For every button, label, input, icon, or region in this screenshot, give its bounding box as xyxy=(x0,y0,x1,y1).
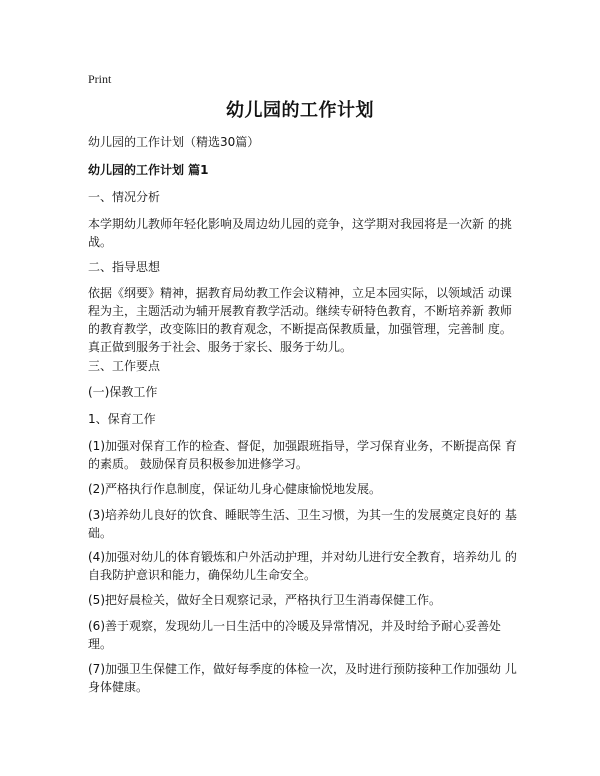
list-item: (1)加强对保育工作的检查、督促，加强跟班指导，学习保育业务，不断提高保 育的素质。 鼓励保育员积极参加进修学习。 xyxy=(88,439,517,471)
list-item: (2)严格执行作息制度，保证幼儿身心健康愉悦地发展。 xyxy=(88,482,382,496)
list-item: (4)加强对幼儿的体育锻炼和户外活动护理，并对幼儿进行安全教育，培养幼儿 的自我防护意识和能力，确保幼儿生命安全。 xyxy=(88,550,517,582)
paragraph-situation-analysis: 本学期幼儿教师年轻化影响及周边幼儿园的竞争，这学期对我园将是一次新 的挑战。 xyxy=(88,217,512,249)
paragraph-guiding-ideology: 依据《纲要》精神，据教育局幼教工作会议精神，立足本园实际，以领域活 动课程为主，主题活动为辅开展教育教学活动。继续专研特色教育，不断培养新 教师的教育教学，改变陈旧的教育观念，不断提高保教质量，加强管理，完善制 度。真正做到服务于社会、服务于家长、服务于幼儿。 xyxy=(88,286,512,354)
heading-guiding-ideology: 二、指导思想 xyxy=(88,260,161,274)
list-item: (7)加强卫生保健工作，做好每季度的体检一次，及时进行预防接种工作加强幼 儿身体健康。 xyxy=(88,662,517,694)
section-heading: 幼儿园的工作计划 篇1 xyxy=(88,163,209,177)
list-item: (5)把好晨检关，做好全日观察记录，严格执行卫生消毒保健工作。 xyxy=(88,593,442,607)
page-title: 幼儿园的工作计划 xyxy=(226,100,374,121)
document-subtitle: 幼儿园的工作计划（精选30篇） xyxy=(88,135,260,149)
list-item: (6)善于观察，发现幼儿一日生活中的冷暖及异常情况，并及时给予耐心妥善处 理。 xyxy=(88,619,502,651)
heading-childcare-education: (一)保教工作 xyxy=(88,385,158,399)
print-link[interactable]: Print xyxy=(88,72,112,86)
heading-situation-analysis: 一、情况分析 xyxy=(88,190,161,204)
heading-care-work: 1、保育工作 xyxy=(88,412,156,426)
list-item: (3)培养幼儿良好的饮食、睡眠等生活、卫生习惯，为其一生的发展奠定良好的 基础。 xyxy=(88,508,517,540)
heading-work-points: 三、工作要点 xyxy=(88,359,161,373)
